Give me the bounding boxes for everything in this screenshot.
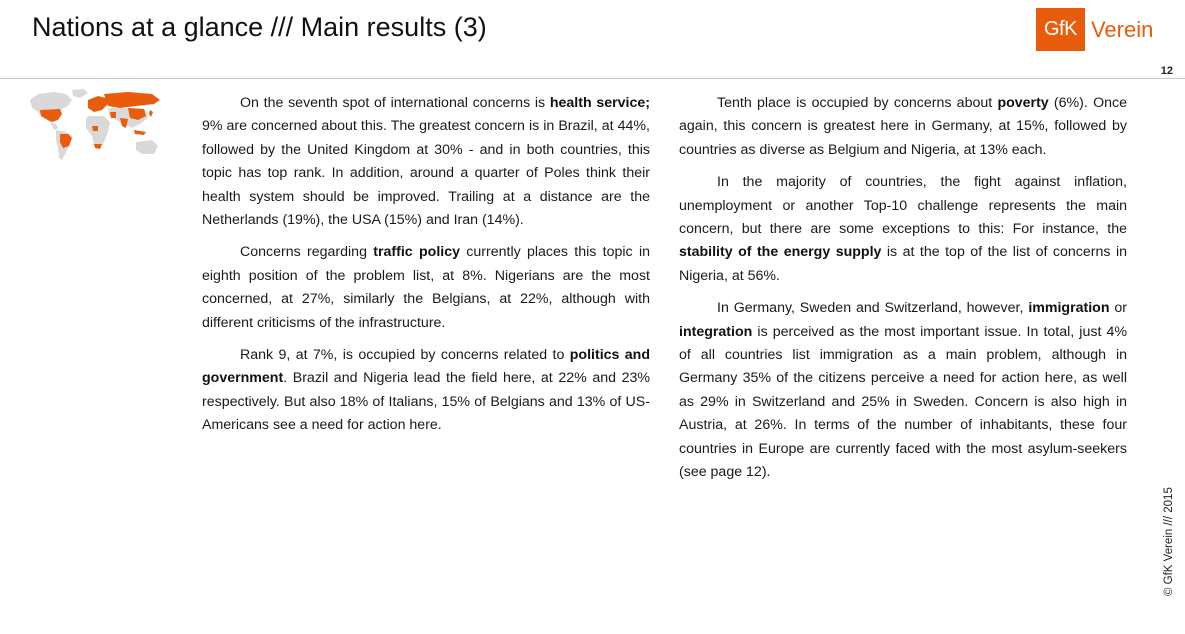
paragraph-immigration bbox=[679, 297, 1127, 484]
text-run: Rank 9, at 7%, is occupied by concerns related to bbox=[240, 347, 570, 364]
text-run: Tenth place is occupied by concerns about bbox=[717, 95, 998, 111]
bold-term: traffic policy bbox=[373, 244, 460, 261]
map-russia bbox=[104, 92, 160, 108]
left-text-column bbox=[202, 92, 650, 447]
paragraph-traffic-policy bbox=[202, 241, 650, 335]
bold-term: poverty bbox=[997, 95, 1049, 111]
map-central-america bbox=[50, 122, 58, 130]
bold-term: stability of the energy supply bbox=[679, 244, 882, 261]
page-number: 12 bbox=[1160, 65, 1173, 77]
header-divider bbox=[0, 78, 1185, 79]
text-run: In the majority of countries, the fight against inflation, unemployment or another Top-10 challenge represents the main concern, but there are some exceptions to this: For instance, the bbox=[679, 174, 1127, 238]
text-run: In Germany, Sweden and Switzerland, however, bbox=[717, 300, 1029, 317]
map-iran bbox=[110, 112, 116, 118]
page-title: Nations at a glance /// Main results (3) bbox=[32, 12, 487, 42]
copyright-notice: © GfK Verein /// 2015 bbox=[1163, 487, 1175, 596]
bold-term: integration bbox=[679, 323, 753, 340]
map-nigeria bbox=[92, 126, 98, 131]
text-run: is perceived as the most important issue. In total, just 4% of all countries list immigration as a main problem, although in Germany 35% of the citizens perceive a need for action here, as well as 29% in Switzerland and 25% in Sweden. Concern is also high in Austria, at 26%. In terms of the number of inhabitants, these four countries in Europe are currently faced with the most asylum-seekers (see page 12). bbox=[679, 323, 1127, 481]
map-australia bbox=[136, 140, 158, 154]
paragraph-politics-government bbox=[202, 344, 650, 438]
text-run: currently places this topic in eighth position of the problem list, at 8%. Nigerians are the most concerned, at 27%, similarly the Belgians, at 22%, although with different criticisms of the infrastructure. bbox=[202, 244, 650, 331]
map-indonesia bbox=[134, 130, 146, 135]
paragraph-energy-supply bbox=[679, 171, 1127, 288]
map-africa bbox=[86, 116, 110, 148]
bold-term: health service; bbox=[549, 95, 650, 111]
map-south-africa bbox=[94, 144, 102, 149]
text-run: Concerns regarding bbox=[240, 244, 374, 261]
map-europe bbox=[88, 96, 108, 112]
text-run: (6%). Once again, this concern is greatest here in Germany, at 15%, followed by countries as diverse as Belgium and Nigeria, at 13% each. bbox=[679, 95, 1127, 158]
paragraph-health-service bbox=[202, 92, 650, 232]
paragraph-poverty bbox=[679, 92, 1127, 162]
map-greenland bbox=[72, 89, 88, 98]
world-map-icon bbox=[28, 88, 164, 164]
text-run: 9% are concerned about this. The greatest concern is in Brazil, at 44%, followed by the United Kingdom at 30% - and in both countries, this topic has top rank. In addition, around a quarter of Poles think their health system should be improved. Trailing at a distance are the Netherlands (19%), the USA (15%) and Iran (14%). bbox=[202, 118, 650, 229]
map-usa bbox=[40, 109, 62, 122]
text-run: or bbox=[1109, 300, 1128, 317]
map-india bbox=[120, 118, 128, 128]
text-run: On the seventh spot of international concerns is bbox=[240, 95, 550, 111]
bold-term: politics and government bbox=[202, 347, 651, 387]
logo-text: Verein bbox=[1090, 16, 1154, 42]
gfk-verein-logo bbox=[1036, 8, 1153, 51]
logo-box: GfK bbox=[1036, 8, 1085, 51]
text-run: . Brazil and Nigeria lead the field here, at 22% and 23% respectively. But also 18% of Italians, 15% of Belgians and 13% of US-Americans see a need for action here. bbox=[202, 370, 650, 434]
bold-term: immigration bbox=[1028, 300, 1110, 317]
text-run: is at the top of the list of concerns in Nigeria, at 56%. bbox=[679, 244, 1127, 284]
map-japan bbox=[149, 110, 153, 117]
right-text-column bbox=[679, 92, 1127, 494]
